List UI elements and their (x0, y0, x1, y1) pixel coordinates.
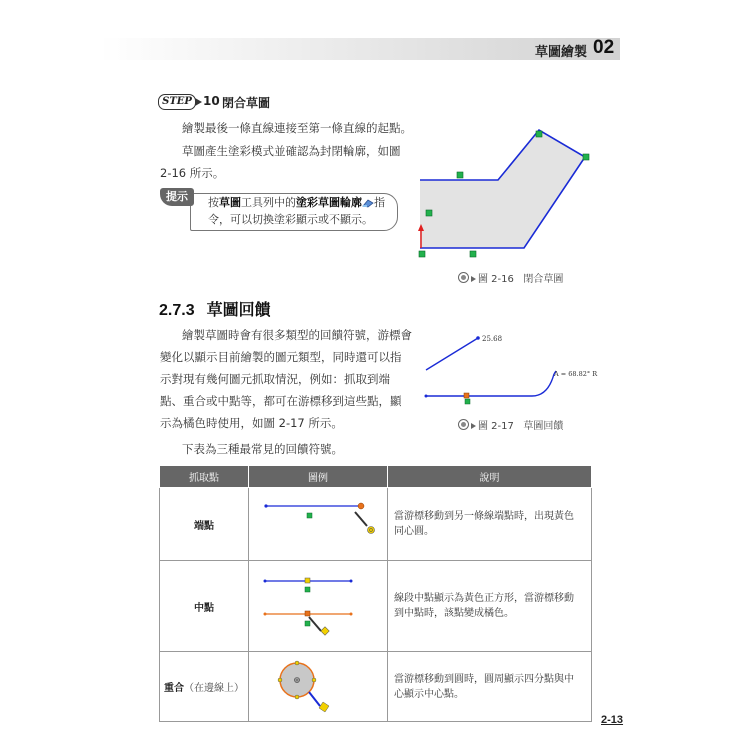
closed-sketch-shading (420, 130, 585, 248)
relation-marker (465, 399, 470, 404)
header-description: 說明 (388, 466, 592, 488)
midpoint-square-orange (305, 611, 310, 616)
relation-marker (583, 154, 589, 160)
line-point (350, 613, 353, 616)
line-point (350, 580, 353, 583)
relation-marker (426, 210, 432, 216)
quadrant-point (295, 695, 299, 699)
sketch-line-drawing (426, 338, 478, 370)
caption-arrow-icon (471, 423, 476, 429)
relation-marker (457, 172, 463, 178)
quadrant-point (278, 678, 282, 682)
endpoint-example-figure (249, 488, 388, 557)
relation-marker (307, 513, 312, 518)
length-label: 25.68 (482, 335, 503, 343)
camera-icon (458, 419, 469, 430)
figure-2-16-number: 圖 2-16 (478, 274, 514, 285)
pencil-cursor-icon (309, 617, 321, 631)
tip-text-shade-command: 塗彩草圖輪廓 (296, 196, 362, 209)
line-start-point (264, 504, 267, 507)
section-heading (159, 297, 271, 320)
desc-midpoint: 線段中點顯示為黃色正方形，當游標移動到中點時，該點變成橘色。 (388, 561, 592, 652)
line-point (264, 613, 267, 616)
paragraph-1: 繪製最後一條直線連接至第一條直線的起點。 (182, 121, 412, 135)
figure-2-16-title: 閉合草圖 (523, 274, 564, 285)
shaded-sketch-icon (362, 198, 374, 208)
camera-icon (458, 272, 469, 283)
desc-coincident: 當游標移動到圓時，圓周顯示四分點與中心顯示中心點。 (388, 652, 592, 722)
snapped-endpoint (358, 503, 364, 509)
angle-label: A = 68.82° R (554, 370, 598, 378)
figure-2-17-caption (458, 417, 563, 432)
sketch-arc (532, 374, 554, 396)
feedback-symbols-table (159, 465, 592, 722)
example-endpoint (249, 488, 388, 561)
header-snap-point: 抓取點 (160, 466, 249, 488)
snap-name-coincident (160, 652, 249, 722)
chapter-title: 草圖繪製 (535, 45, 588, 60)
step-title: 閉合草圖 (222, 96, 271, 110)
tip-text-sketch: 草圖 (219, 196, 241, 209)
snap-name-endpoint: 端點 (160, 488, 249, 561)
midpoint-marker (464, 393, 469, 398)
coincident-cursor-icon (319, 702, 329, 712)
coincident-example-figure (249, 652, 388, 718)
desc-endpoint: 當游標移動到另一條線端點時，出現黃色同心圓。 (388, 488, 592, 561)
relation-marker (536, 131, 542, 137)
table-row (160, 652, 592, 722)
relation-marker (305, 587, 310, 592)
paragraph-2: 草圖產生塗彩模式並確認為封閉輪廓，如圖 2-16 所示。 (160, 144, 401, 180)
step-badge: STEP (158, 94, 196, 110)
figure-2-17-title: 草圖回饋 (523, 421, 564, 432)
line-point (264, 580, 267, 583)
line-end-point (476, 336, 480, 340)
figure-2-17-sketch-feedback (420, 330, 610, 410)
table-row (160, 561, 592, 652)
section-title: 草圖回饋 (206, 300, 271, 319)
relation-marker (305, 621, 310, 626)
header-example: 圖例 (249, 466, 388, 488)
tip-text-mid: 工具列中的 (241, 196, 296, 209)
snap-name-coincident-main: 重合 (164, 683, 184, 694)
example-coincident (249, 652, 388, 722)
snap-name-coincident-sub: （在邊線上） (184, 683, 244, 694)
tip-text-line2: 令，可以切換塗彩顯示或不顯示。 (208, 213, 373, 226)
page-number: 2-13 (601, 714, 624, 726)
figure-2-16-closed-sketch (412, 122, 598, 262)
section-number: 2.7.3 (159, 302, 195, 319)
table-row (160, 488, 592, 561)
tip-text-line1 (208, 195, 385, 211)
concentric-circle-icon (368, 527, 375, 534)
paragraph-4: 下表為三種最常見的回饋符號。 (182, 442, 343, 456)
tip-text-pre: 按 (208, 196, 219, 209)
midpoint-example-figure (249, 561, 388, 648)
line-start-point (425, 395, 428, 398)
snap-name-midpoint: 中點 (160, 561, 249, 652)
figure-2-17-number: 圖 2-17 (478, 421, 514, 432)
midpoint-square-yellow (305, 578, 310, 583)
paragraph-3: 繪製草圖時會有很多類型的回饋符號，游標會變化以顯示目前繪製的圖元類型，同時還可以指示對現有幾何圖元抓取情況，例如：抓取到端點、重合或中點等，都可在游標移到這些點，顯示為橘色時使用，如圖 2-17 所示。 (160, 328, 412, 430)
caption-arrow-icon (471, 276, 476, 282)
relation-marker (470, 251, 476, 257)
example-midpoint (249, 561, 388, 652)
relation-marker (419, 251, 425, 257)
table-header-row (160, 466, 592, 488)
step-number: 10 (203, 94, 220, 108)
midpoint-cursor-icon (321, 627, 329, 635)
pencil-cursor-icon (309, 692, 320, 706)
tip-text-post: 指 (374, 196, 385, 209)
quadrant-point (295, 661, 299, 665)
tip-label: 提示 (160, 188, 194, 206)
figure-2-16-caption (458, 270, 563, 285)
quadrant-point (312, 678, 316, 682)
pencil-cursor-icon (355, 512, 367, 526)
chapter-number: 02 (593, 37, 615, 58)
